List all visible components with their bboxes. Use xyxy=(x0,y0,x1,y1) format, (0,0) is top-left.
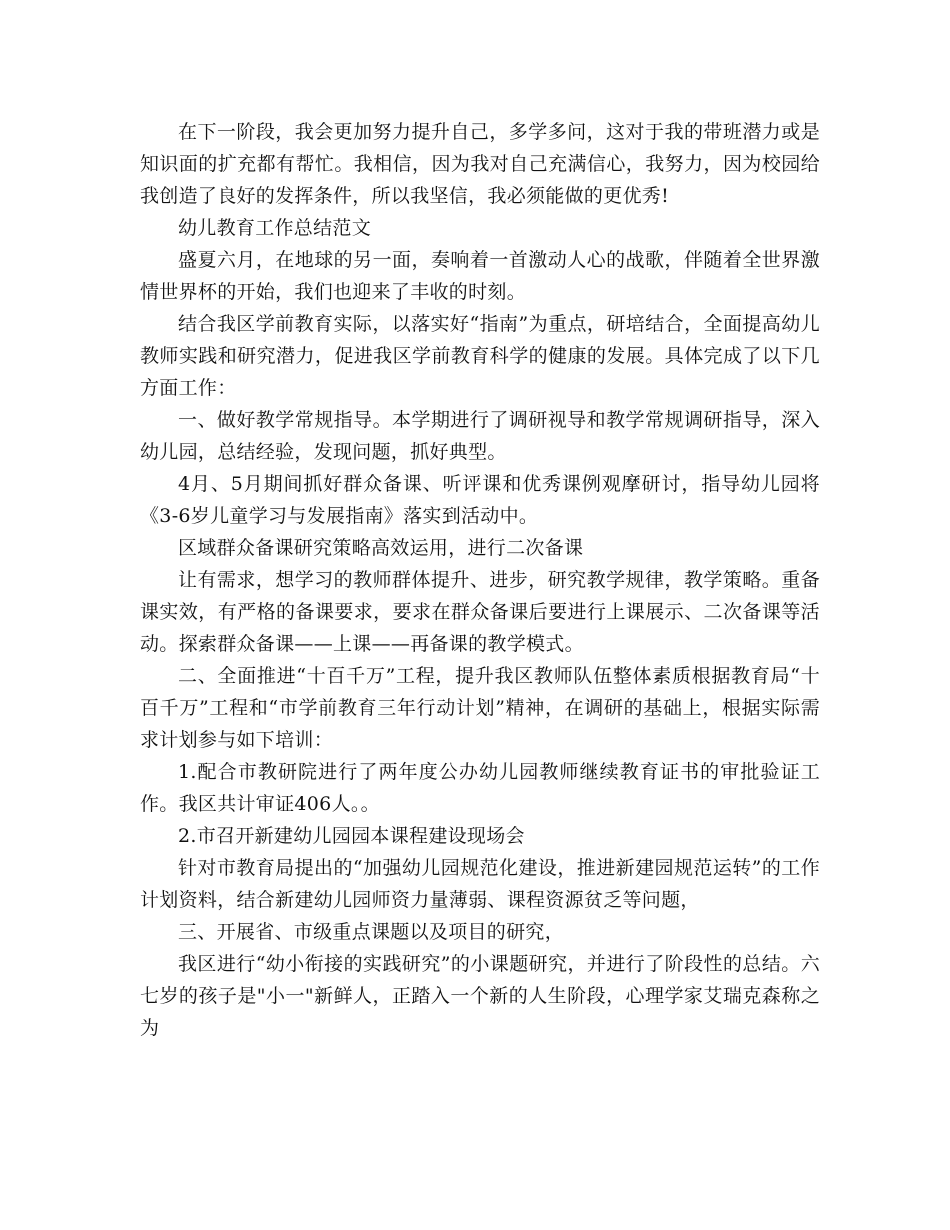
paragraph-standardization: 针对市教育局提出的“加强幼儿园规范化建设，推进新建园规范运转”的工作计划资料，结合新建幼儿园师资力量薄弱、课程资源贫乏等问题， xyxy=(140,857,820,911)
paragraph-item-one: 一、做好教学常规指导。本学期进行了调研视导和教学常规调研指导，深入幼儿园，总结经验，发现问题，抓好典型。 xyxy=(140,409,820,463)
paragraph-teacher-growth: 让有需求，想学习的教师群体提升、进步，研究教学规律，教学策略。重备课实效，有严格的备课要求，要求在群众备课后要进行上课展示、二次备课等活动。探索群众备课——上课——再备课的教学模式。 xyxy=(140,569,820,655)
paragraph-collective-prep: 区域群众备课研究策略高效运用，进行二次备课 xyxy=(178,537,584,559)
paragraph-research: 我区进行“幼小衔接的实践研究”的小课题研究，并进行了阶段性的总结。六七岁的孩子是"小一"新鲜人，正踏入一个新的人生阶段，心理学家艾瑞克森称之为 xyxy=(140,953,820,1039)
section-title: 幼儿教育工作总结范文 xyxy=(178,217,372,239)
paragraph-closing-remarks: 在下一阶段，我会更加努力提升自己，多学多问，这对于我的带班潜力或是知识面的扩充都有帮忙。我相信，因为我对自己充满信心，我努力，因为校园给我创造了良好的发挥条件，所以我坚信，我必须能做的更优秀! xyxy=(140,121,820,207)
paragraph-overview: 结合我区学前教育实际，以落实好“指南”为重点，研培结合，全面提高幼儿教师实践和研究潜力，促进我区学前教育科学的健康的发展。具体完成了以下几方面工作： xyxy=(140,313,820,399)
document-body xyxy=(140,116,820,1044)
paragraph-item-two: 二、全面推进“十百千万”工程，提升我区教师队伍整体素质根据教育局“十百千万”工程和“市学前教育三年行动计划”精神，在调研的基础上，根据实际需求计划参与如下培训： xyxy=(140,665,820,751)
paragraph-item-three: 三、开展省、市级重点课题以及项目的研究， xyxy=(178,921,565,943)
paragraph-list-item-1: 1.配合市教研院进行了两年度公办幼儿园教师继续教育证书的审批验证工作。我区共计审证406人。。 xyxy=(140,761,820,815)
paragraph-april-may: 4月、5月期间抓好群众备课、听评课和优秀课例观摩研讨，指导幼儿园将《3-6岁儿童学习与发展指南》落实到活动中。 xyxy=(140,473,820,527)
paragraph-intro: 盛夏六月，在地球的另一面，奏响着一首激动人心的战歌，伴随着全世界激情世界杯的开始，我们也迎来了丰收的时刻。 xyxy=(140,249,820,303)
paragraph-list-item-2: 2.市召开新建幼儿园园本课程建设现场会 xyxy=(178,825,525,847)
